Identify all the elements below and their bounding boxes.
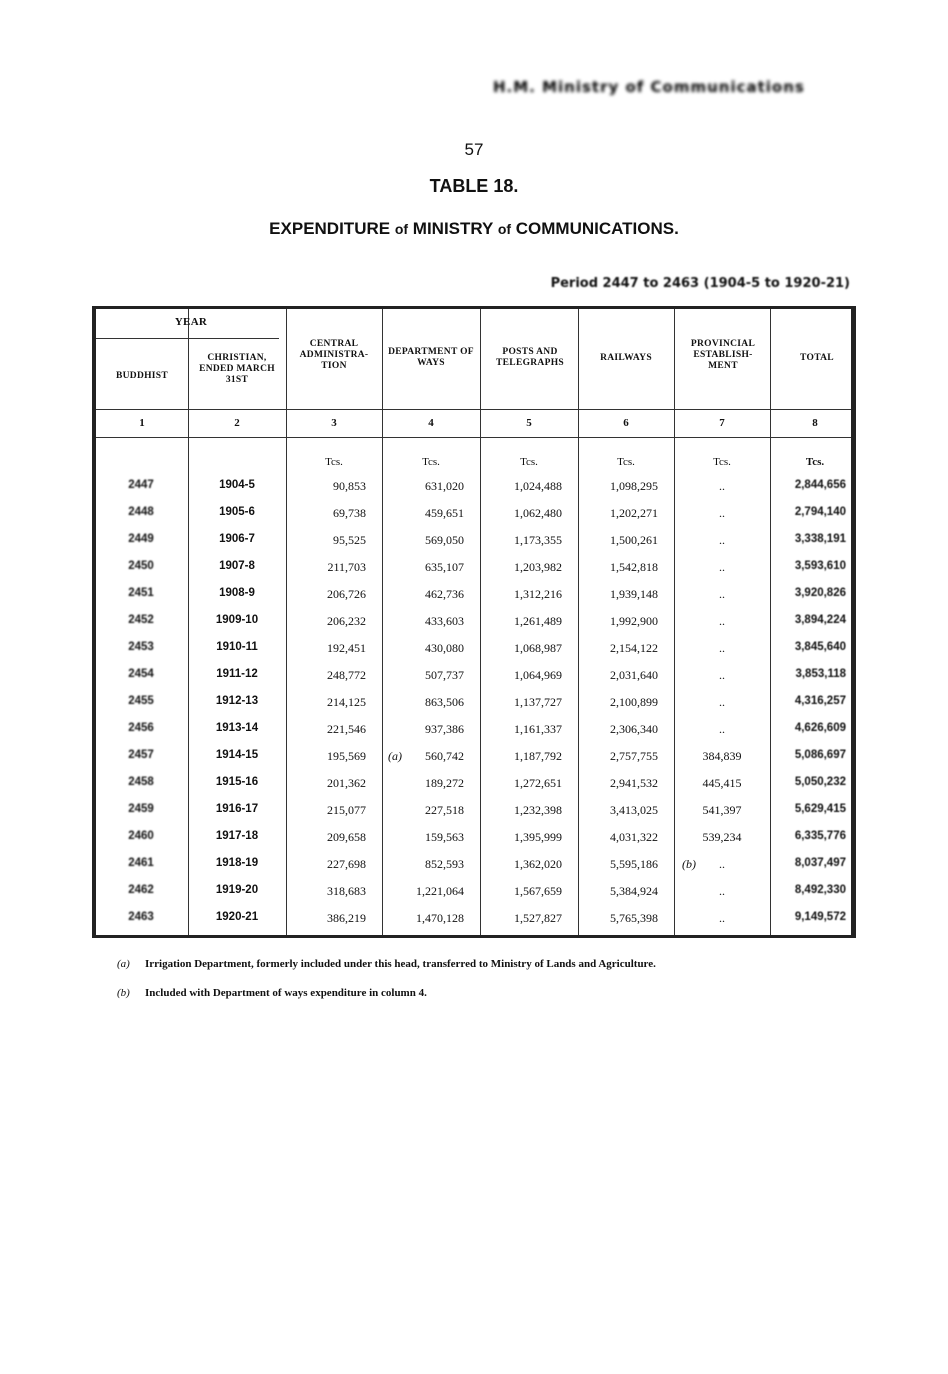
table-cell: 1,203,982 [514, 560, 562, 574]
table-cell: 541,397 [702, 803, 742, 817]
table-cell: 206,726 [327, 587, 366, 601]
table-cell: 2457 [128, 749, 154, 761]
table-cell: 1910-11 [216, 641, 258, 653]
table-cell: 507,737 [425, 668, 464, 682]
col-number: 2 [234, 417, 240, 429]
table-cell: .. [719, 479, 725, 493]
table-cell: 1,312,216 [514, 587, 562, 601]
table-cell: .. [719, 668, 725, 682]
table-cell: 214,125 [327, 695, 366, 709]
header-rule [96, 409, 851, 410]
table-cell: 2,154,122 [610, 641, 658, 655]
table-cell: 2450 [128, 560, 154, 572]
footnote-b [117, 987, 427, 999]
number-row-rule [96, 437, 851, 438]
table-cell: 69,738 [333, 506, 366, 520]
table-cell: 1,064,969 [514, 668, 562, 682]
table-cell: 1,137,727 [514, 695, 562, 709]
table-cell: 195,569 [327, 749, 366, 763]
table-cell: 2448 [128, 506, 154, 518]
table-cell: 539,234 [702, 830, 742, 844]
table-cell: 3,413,025 [610, 803, 658, 817]
table-cell: 5,050,232 [794, 776, 846, 788]
table-cell: 2447 [128, 479, 154, 491]
table-cell: 2454 [128, 668, 154, 680]
table-cell: 201,362 [327, 776, 366, 790]
table-cell: 90,853 [333, 479, 366, 493]
unit-label: Tcs. [617, 456, 635, 468]
table-cell: 2459 [128, 803, 154, 815]
table-cell: 1,939,148 [610, 587, 658, 601]
table-cell: 206,232 [327, 614, 366, 628]
table-cell: 1918-19 [215, 857, 259, 869]
table-cell: 1916-17 [215, 803, 259, 815]
table-cell: 159,563 [425, 830, 464, 844]
table-cell: 2,844,656 [794, 479, 846, 491]
table-cell: 8,492,330 [794, 884, 846, 896]
table-cell: 631,020 [425, 479, 464, 493]
table-cell: 248,772 [327, 668, 366, 682]
table-cell: .. [719, 587, 725, 601]
table-cell: 95,525 [333, 533, 366, 547]
period-label: Period 2447 to 2463 (1904-5 to 1920-21) [550, 276, 850, 291]
table-cell: 1911-12 [216, 668, 258, 680]
table-cell: 635,107 [425, 560, 464, 574]
table-cell: 2463 [128, 911, 154, 923]
table-cell: 8,037,497 [794, 857, 846, 869]
unit-label: Tcs. [805, 456, 825, 468]
table-cell: 852,593 [425, 857, 464, 871]
table-cell: 1,567,659 [514, 884, 562, 898]
table-cell: 1,024,488 [514, 479, 562, 493]
unit-label: Tcs. [713, 456, 731, 468]
table-cell: 6,335,776 [794, 830, 846, 842]
col-number: 1 [139, 417, 145, 429]
table-cell: 1919-20 [215, 884, 259, 896]
col-number: 8 [812, 417, 818, 429]
table-cell: 1,527,827 [514, 911, 562, 925]
table-cell: 1,221,064 [416, 884, 464, 898]
table-cell: 3,338,191 [794, 533, 846, 545]
table-cell: .. [719, 614, 725, 628]
table-cell: 5,595,186 [610, 857, 658, 871]
col-number: 3 [331, 417, 337, 429]
table-label: TABLE 18. [429, 176, 519, 196]
footnote-text: Included with Department of ways expenditure in column 4. [145, 987, 427, 999]
table-cell: 430,080 [425, 641, 464, 655]
table-cell: 3,920,826 [794, 587, 846, 599]
table-cell: 3,593,610 [794, 560, 846, 572]
table-cell: 1,161,337 [514, 722, 562, 736]
table-cell: 1,542,818 [610, 560, 658, 574]
col-number: 7 [719, 417, 725, 429]
table-cell: 1909-10 [215, 614, 259, 626]
table-cell: 221,546 [327, 722, 366, 736]
table-cell: 2,306,340 [610, 722, 658, 736]
page-number: 57 [464, 140, 484, 159]
table-cell: 9,149,572 [794, 911, 846, 923]
title-word: EXPENDITURE [269, 219, 391, 238]
table-cell: 4,031,322 [610, 830, 658, 844]
table-cell: 1,470,128 [416, 911, 464, 925]
footnote-text: Irrigation Department, formerly included under this head, transferred to Ministry of Lands and Agriculture. [145, 958, 656, 970]
table-cell: 215,077 [327, 803, 366, 817]
table-cell: .. [719, 533, 725, 547]
unit-label: Tcs. [325, 456, 343, 468]
table-cell: 462,736 [425, 587, 464, 601]
col-header-total: TOTAL [800, 353, 834, 363]
table-cell: 1,173,355 [514, 533, 562, 547]
table-cell: 4,316,257 [794, 695, 846, 707]
table-cell: 560,742 [425, 749, 464, 763]
table-cell: 3,845,640 [794, 641, 846, 653]
table-cell: 1,992,900 [610, 614, 658, 628]
table-cell: 1,202,271 [610, 506, 658, 520]
col-header-railways: RAILWAYS [600, 353, 652, 363]
table-cell: 1920-21 [215, 911, 259, 923]
table-cell: 937,386 [425, 722, 464, 736]
title-word: MINISTRY [412, 219, 494, 238]
footnote-a [117, 958, 656, 970]
table-cell: 1907-8 [219, 560, 255, 572]
table-cell: 1,395,999 [514, 830, 562, 844]
running-head: H.M. Ministry of Communications [493, 78, 805, 96]
table-cell: 192,451 [327, 641, 366, 655]
unit-label: Tcs. [520, 456, 538, 468]
table-cell: .. [719, 911, 725, 925]
table-cell: .. [719, 857, 725, 871]
col-header-posts: POSTS AND TELEGRAPHS [496, 347, 564, 368]
table-cell: 5,765,398 [610, 911, 658, 925]
table-cell: 2453 [128, 641, 154, 653]
table-cell: 2,794,140 [794, 506, 846, 518]
table-cell: 2458 [128, 776, 154, 788]
table-cell: 5,086,697 [794, 749, 846, 761]
table-cell: 2462 [128, 884, 154, 896]
expenditure-table [92, 306, 856, 938]
table-cell: .. [719, 722, 725, 736]
table-cell: 1906-7 [219, 533, 255, 545]
col-number: 5 [526, 417, 532, 429]
table-cell: 2452 [128, 614, 154, 626]
table-cell: 2461 [128, 857, 154, 869]
table-cell: 1,272,651 [514, 776, 562, 790]
table-cell: 384,839 [702, 749, 742, 763]
table-cell: 318,683 [327, 884, 366, 898]
table-cell: 2451 [128, 587, 154, 599]
table-cell: 1912-13 [215, 695, 259, 707]
table-cell: 2,100,899 [610, 695, 658, 709]
table-cell: 459,651 [425, 506, 464, 520]
table-cell: 433,603 [425, 614, 464, 628]
table-cell: 1915-16 [215, 776, 259, 788]
table-cell: 386,219 [327, 911, 366, 925]
title-word: COMMUNICATIONS. [515, 219, 679, 238]
table-cell: .. [719, 641, 725, 655]
table-cell: 1,261,489 [514, 614, 562, 628]
title-word: of [497, 221, 512, 237]
footnote-label: (a) [117, 958, 130, 970]
table-cell: 1905-6 [219, 506, 255, 518]
table-cell: 2449 [128, 533, 154, 545]
table-cell: 1917-18 [215, 830, 259, 842]
table-cell: 209,658 [327, 830, 366, 844]
year-group-rule [96, 338, 279, 339]
year-group-label: YEAR [174, 316, 208, 328]
table-cell: 1913-14 [215, 722, 259, 734]
table-cell: 445,415 [702, 776, 742, 790]
table-cell: 1,187,792 [514, 749, 562, 763]
main-title [0, 219, 948, 239]
table-cell: 1,500,261 [610, 533, 658, 547]
title-word: of [394, 221, 409, 237]
table-cell: 1,062,480 [514, 506, 562, 520]
table-cell: 2460 [128, 830, 154, 842]
table-cell: 189,272 [425, 776, 464, 790]
table-cell: 3,894,224 [794, 614, 846, 626]
table-cell: 569,050 [425, 533, 464, 547]
table-cell: .. [719, 506, 725, 520]
table-cell: 2456 [128, 722, 154, 734]
table-cell: 2455 [128, 695, 154, 707]
col-number: 6 [623, 417, 629, 429]
table-cell: .. [719, 695, 725, 709]
table-cell: 227,518 [425, 803, 464, 817]
table-cell: 2,941,532 [610, 776, 658, 790]
unit-label: Tcs. [422, 456, 440, 468]
table-cell: .. [719, 884, 725, 898]
footnote-label: (b) [117, 987, 130, 999]
table-cell: 227,698 [327, 857, 366, 871]
row-note-marker: (b) [682, 857, 696, 871]
col-number: 4 [428, 417, 434, 429]
table-cell: 5,384,924 [610, 884, 658, 898]
table-cell: 3,853,118 [795, 668, 846, 680]
table-cell: 1,068,987 [514, 641, 562, 655]
table-cell: 1,362,020 [514, 857, 562, 871]
table-cell: 2,031,640 [610, 668, 658, 682]
table-cell: 4,626,609 [794, 722, 846, 734]
table-cell: 1,232,398 [514, 803, 562, 817]
table-cell: 1908-9 [219, 587, 255, 599]
table-cell: 5,629,415 [794, 803, 846, 815]
row-note-marker: (a) [388, 749, 402, 763]
table-cell: 1904-5 [219, 479, 255, 491]
table-cell: .. [719, 560, 725, 574]
table-cell: 2,757,755 [610, 749, 658, 763]
col-header-buddhist: BUDDHIST [115, 371, 169, 381]
col-header-christian: CHRISTIAN, ENDED MARCH 31ST [199, 353, 275, 385]
table-cell: 863,506 [425, 695, 464, 709]
col-header-provincial: PROVINCIAL ESTABLISH- MENT [690, 339, 756, 371]
col-header-central: CENTRAL ADMINISTRA- TION [299, 339, 369, 371]
col-header-ways: DEPARTMENT OF WAYS [388, 347, 474, 368]
table-cell: 211,703 [327, 560, 366, 574]
table-cell: 1,098,295 [610, 479, 658, 493]
table-cell: 1914-15 [215, 749, 259, 761]
